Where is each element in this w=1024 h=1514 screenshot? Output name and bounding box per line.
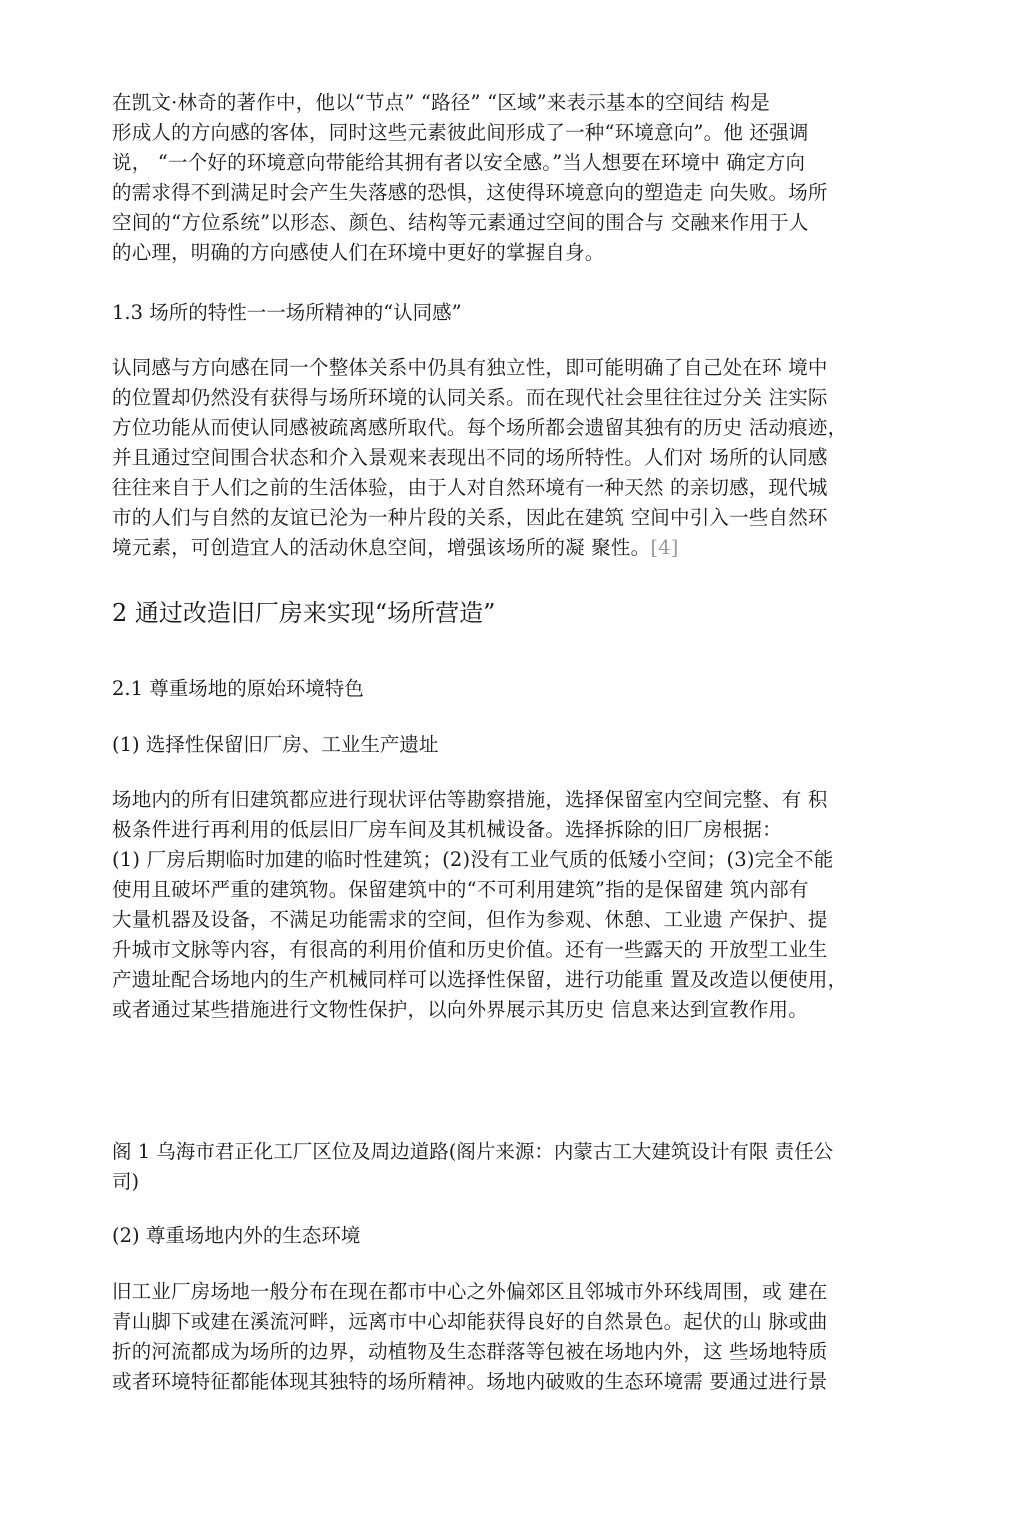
- section-heading-2: 2 通过改造旧厂房来实现“场所营造”: [112, 599, 496, 627]
- section-heading-2-1: 2.1 尊重场地的原始环境特色: [112, 677, 364, 700]
- text-line: 或者环境特征都能体现其独特的场所精神。场地内破败的生态环境需 要通过进行景: [112, 1370, 828, 1393]
- text-line: 升城市文脉等内容，有很高的利用价值和历史价值。还有一些露天的 开放型工业生: [112, 938, 828, 961]
- text-line: 的心理，明确的方向感使人们在环境中更好的掌握自身。: [112, 241, 605, 264]
- text-line: 空间的“方位系统”以形态、颜色、结构等元素通过空间的围合与 交融来作用于人: [112, 211, 809, 234]
- text-line: [112, 533, 920, 563]
- subheading-ecology: (2) 尊重场地内外的生态环境: [112, 1224, 361, 1247]
- paragraph-ecology: [112, 1277, 920, 1397]
- text-line: 使用且破坏严重的建筑物。保留建筑中的“不可利用建筑”指的是保留建 筑内部有: [112, 878, 809, 901]
- paragraph-lynch: [112, 88, 920, 268]
- text-line: 市的人们与自然的友谊已沦为一种片段的关系，因此在建筑 空间中引入一些自然环: [112, 506, 828, 529]
- text-line: 在凯文·林奇的著作中，他以“节点” “路径” “区域”来表示基本的空间结 构是: [112, 91, 770, 114]
- text-line: 形成人的方向感的客体，同时这些元素彼此间形成了一种“环境意向”。他 还强调: [112, 121, 809, 144]
- paragraph-preservation: [112, 785, 920, 1025]
- citation-ref[interactable]: [4]: [650, 536, 679, 559]
- text-line: 场地内的所有旧建筑都应进行现状评估等勘察措施，选择保留室内空间完整、有 积: [112, 788, 828, 811]
- subheading-selective-preservation: (1) 选择性保留旧厂房、工业生产遗址: [112, 733, 439, 756]
- text-line: (1) 厂房后期临时加建的临时性建筑；(2)没有工业气质的低矮小空间；(3)完全不能: [112, 848, 834, 871]
- text-line: 产遗址配合场地内的生产机械同样可以选择性保留，进行功能重 置及改造以便使用，: [112, 968, 848, 991]
- figure-caption: [112, 1137, 920, 1197]
- text-line-content: 境元素，可创造宜人的活动休息空间，增强该场所的凝 聚性。: [112, 536, 651, 559]
- text-line: 或者通过某些措施进行文物性保护，以向外界展示其历史 信息来达到宣教作用。: [112, 998, 808, 1021]
- text-line: 极条件进行再利用的低层旧厂房车间及其机械设备。选择拆除的旧厂房根据：: [112, 818, 782, 841]
- text-line: 说， “一个好的环境意向带能给其拥有者以安全感。”当人想要在环境中 确定方向: [112, 151, 806, 174]
- text-line: 并且通过空间围合状态和介入景观来表现出不同的场所特性。人们对 场所的认同感: [112, 446, 828, 469]
- text-line: 方位功能从而使认同感被疏离感所取代。每个场所都会遗留其独有的历史 活动痕迹，: [112, 416, 848, 439]
- text-line: 折的河流都成为场所的边界，动植物及生态群落等包被在场地内外，这 些场地特质: [112, 1340, 828, 1363]
- text-line: 青山脚下或建在溪流河畔，远离市中心却能获得良好的自然景色。起伏的山 脉或曲: [112, 1310, 828, 1333]
- section-heading-1-3: 1.3 场所的特性一一场所精神的“认同感”: [112, 301, 462, 324]
- paragraph-identity: [112, 353, 920, 563]
- text-line: 大量机器及设备，不满足功能需求的空间，但作为参观、休憩、工业遗 产保护、提: [112, 908, 828, 931]
- text-line: 的位置却仍然没有获得与场所环境的认同关系。而在现代社会里往往过分关 注实际: [112, 386, 828, 409]
- text-line: 往往来自于人们之前的生活体验，由于人对自然环境有一种天然 的亲切感，现代城: [112, 476, 828, 499]
- text-line: 的需求得不到满足时会产生失落感的恐惧，这使得环境意向的塑造走 向失败。场所: [112, 181, 828, 204]
- text-line: 司): [112, 1170, 140, 1193]
- text-line: 旧工业厂房场地一般分布在现在都市中心之外偏郊区且邻城市外环线周围，或 建在: [112, 1280, 828, 1303]
- text-line: 阁 1 乌海市君正化工厂区位及周边道路(阁片来源：内蒙古工大建筑设计有限 责任公: [112, 1140, 834, 1163]
- text-line: 认同感与方向感在同一个整体关系中仍具有独立性，即可能明确了自己处在环 境中: [112, 356, 828, 379]
